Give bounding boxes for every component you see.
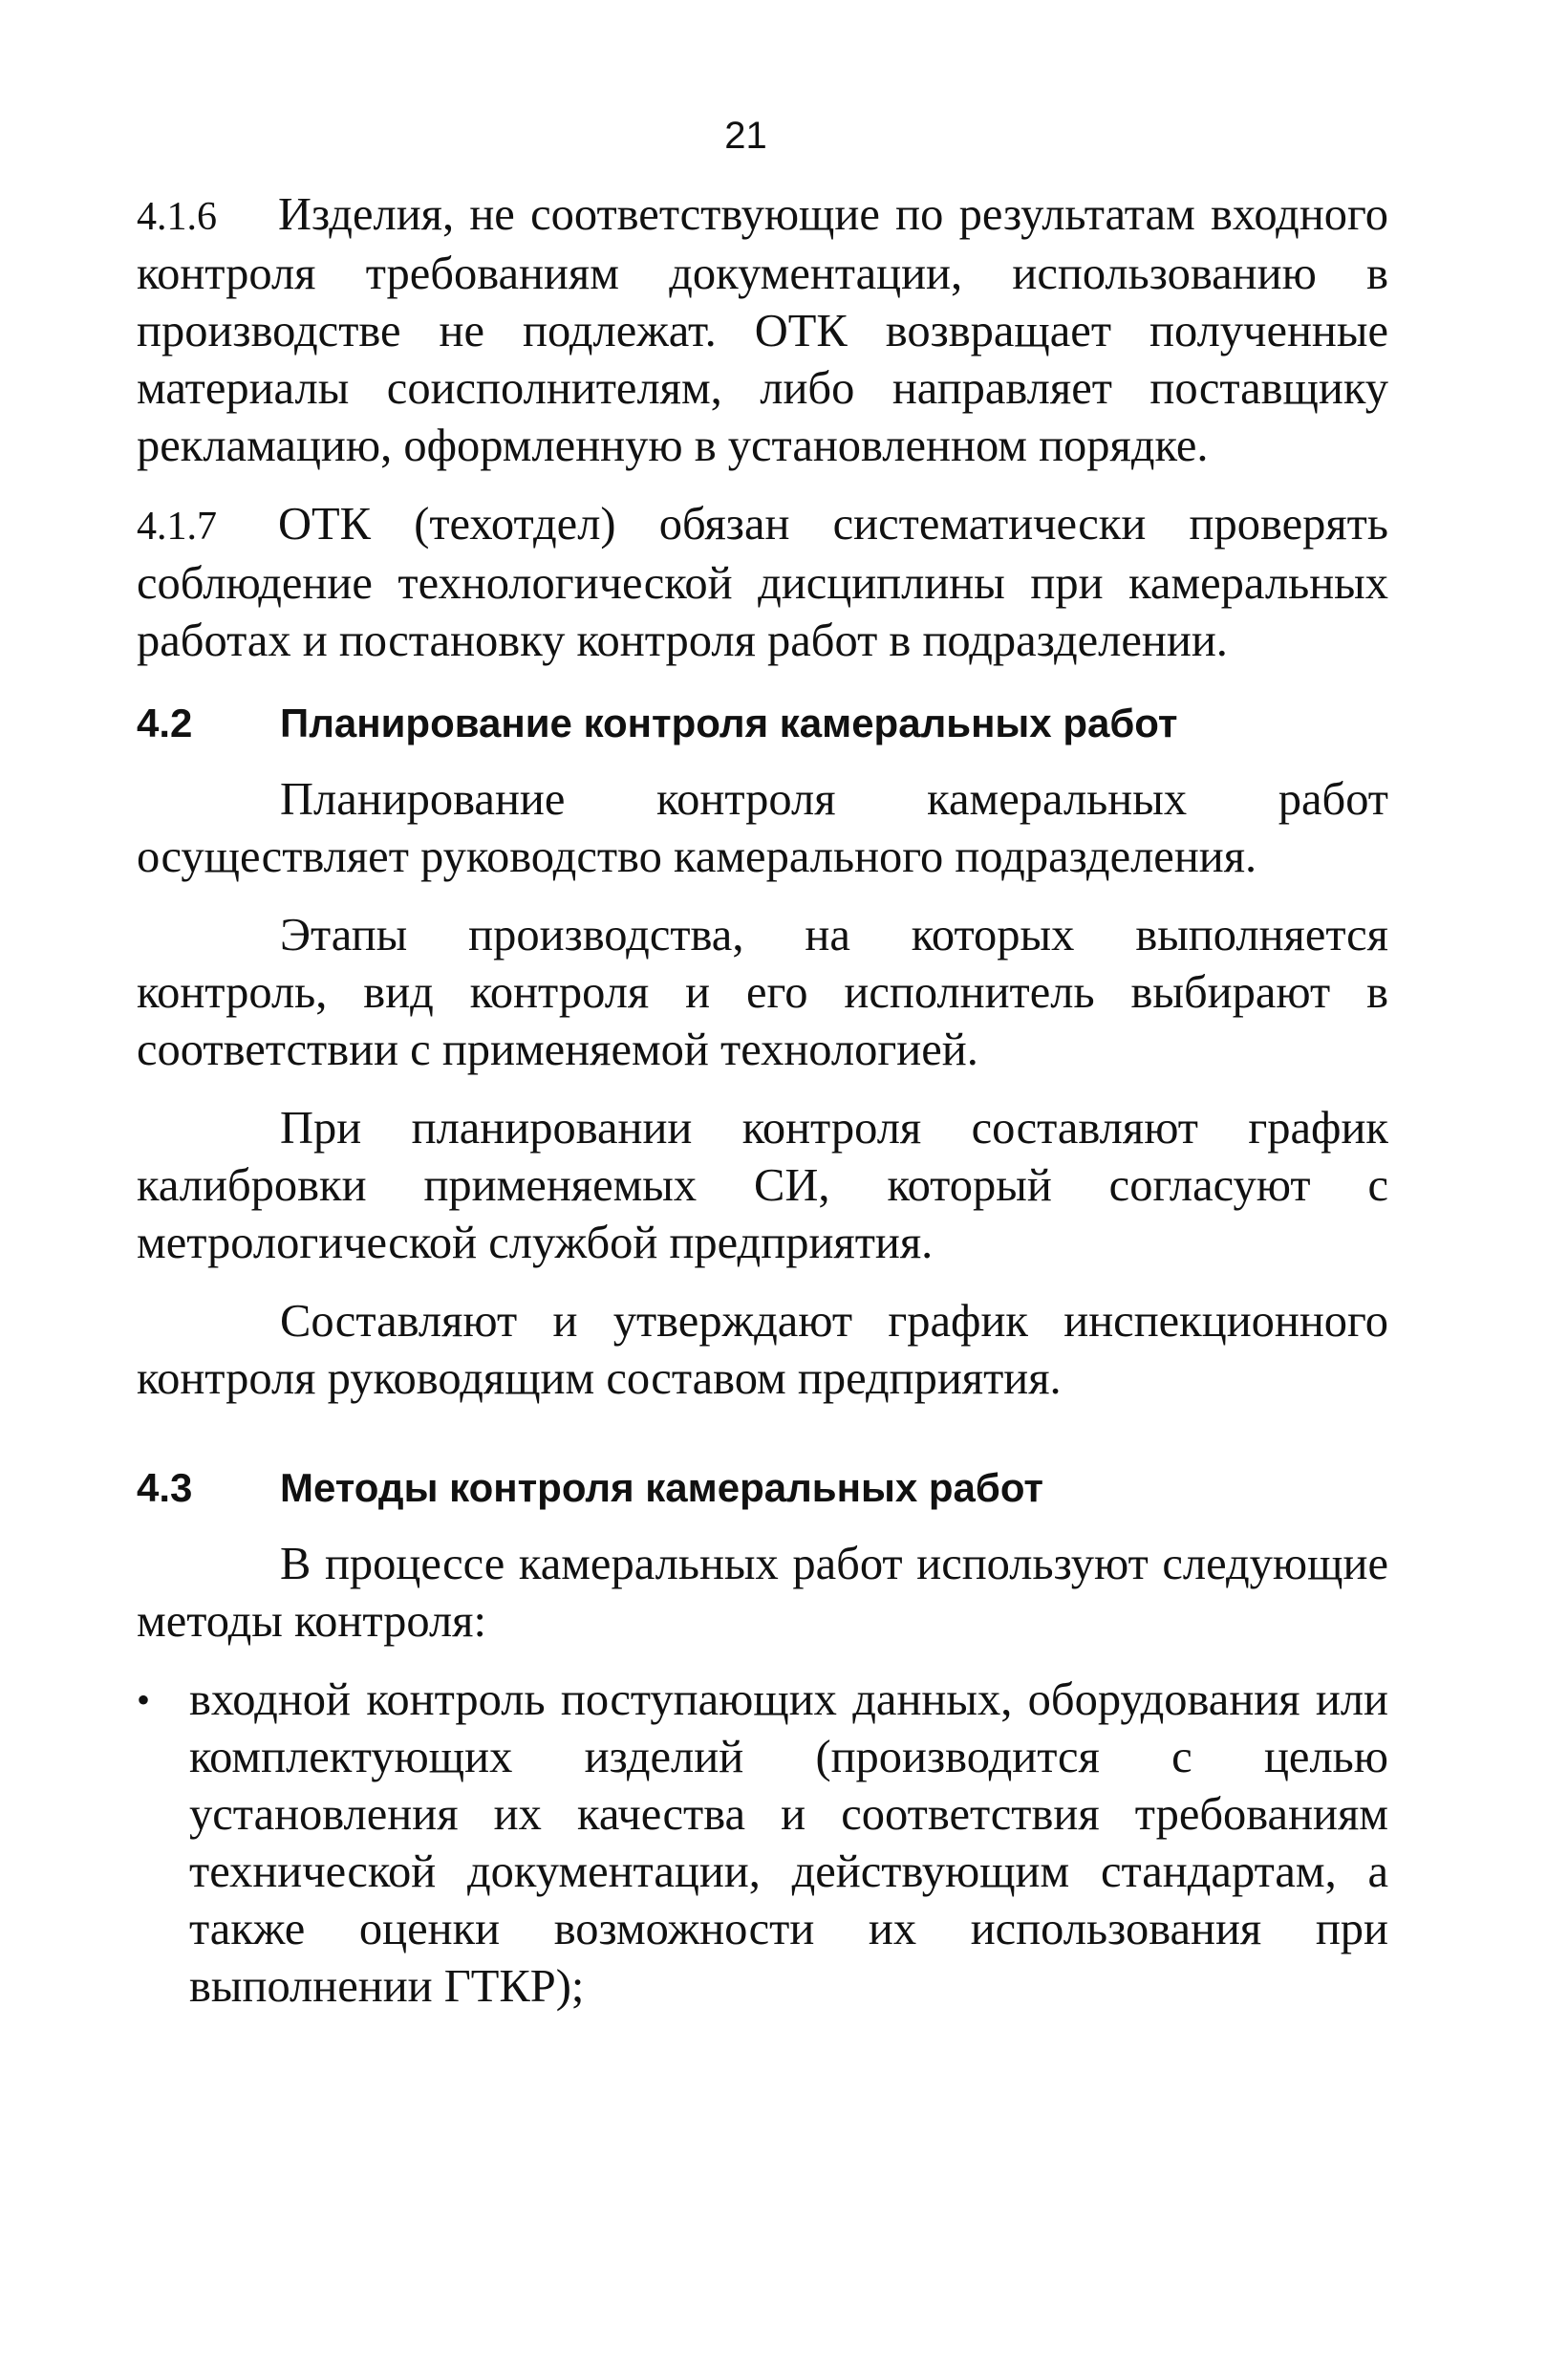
paragraph: Этапы производства, на которых выполняется контроль, вид контроля и его исполнитель выбирают в соответствии с применяемой технологией. xyxy=(137,910,1388,1075)
paragraph: Планирование контроля камеральных работ осуществляет руководство камерального подразделения. xyxy=(137,774,1388,882)
page-number: 21 xyxy=(724,115,767,157)
clause-4-1-6 xyxy=(137,186,1388,475)
section-title: Методы контроля камеральных работ xyxy=(280,1465,1044,1510)
clause-text: ОТК (техотдел) обязан систематически проверять соблюдение технологической дисциплины при камеральных работах и постановку контроля работ в подразделении. xyxy=(137,499,1388,666)
clause-4-1-7 xyxy=(137,496,1388,670)
section-number: 4.3 xyxy=(137,1465,193,1510)
paragraph: При планировании контроля составляют график калибровки применяемых СИ, который согласуют с метрологической службой предприятия. xyxy=(137,1103,1388,1268)
section-heading-4-3 xyxy=(137,1463,1388,1513)
section-heading-4-2 xyxy=(137,699,1388,748)
section-intro: В процессе камеральных работ используют следующие методы контроля: xyxy=(137,1539,1388,1647)
page-content xyxy=(137,186,1388,2016)
clause-number: 4.1.7 xyxy=(137,505,217,549)
clause-text: Изделия, не соответствующие по результатам входного контроля требованиям документации, использованию в производстве не подлежат. ОТК возвращает полученные материалы соисполнителям, либо направляет поставщику рекламацию, оформленную в установленном порядке. xyxy=(137,189,1388,471)
list-item xyxy=(137,1672,1388,2016)
list-item-text: входной контроль поступающих данных, оборудования или комплектующих изделий (производится с целью установления их качества и соответствия требованиям технической документации, действующим стандартам, а также оценки возможности их использования при выполнении ГТКР); xyxy=(189,1674,1388,2012)
bullet-icon: • xyxy=(137,1678,151,1721)
section-number: 4.2 xyxy=(137,701,193,745)
paragraph: Составляют и утверждают график инспекционного контроля руководящим составом предприятия. xyxy=(137,1296,1388,1404)
section-title: Планирование контроля камеральных работ xyxy=(280,701,1178,745)
clause-number: 4.1.6 xyxy=(137,195,217,239)
